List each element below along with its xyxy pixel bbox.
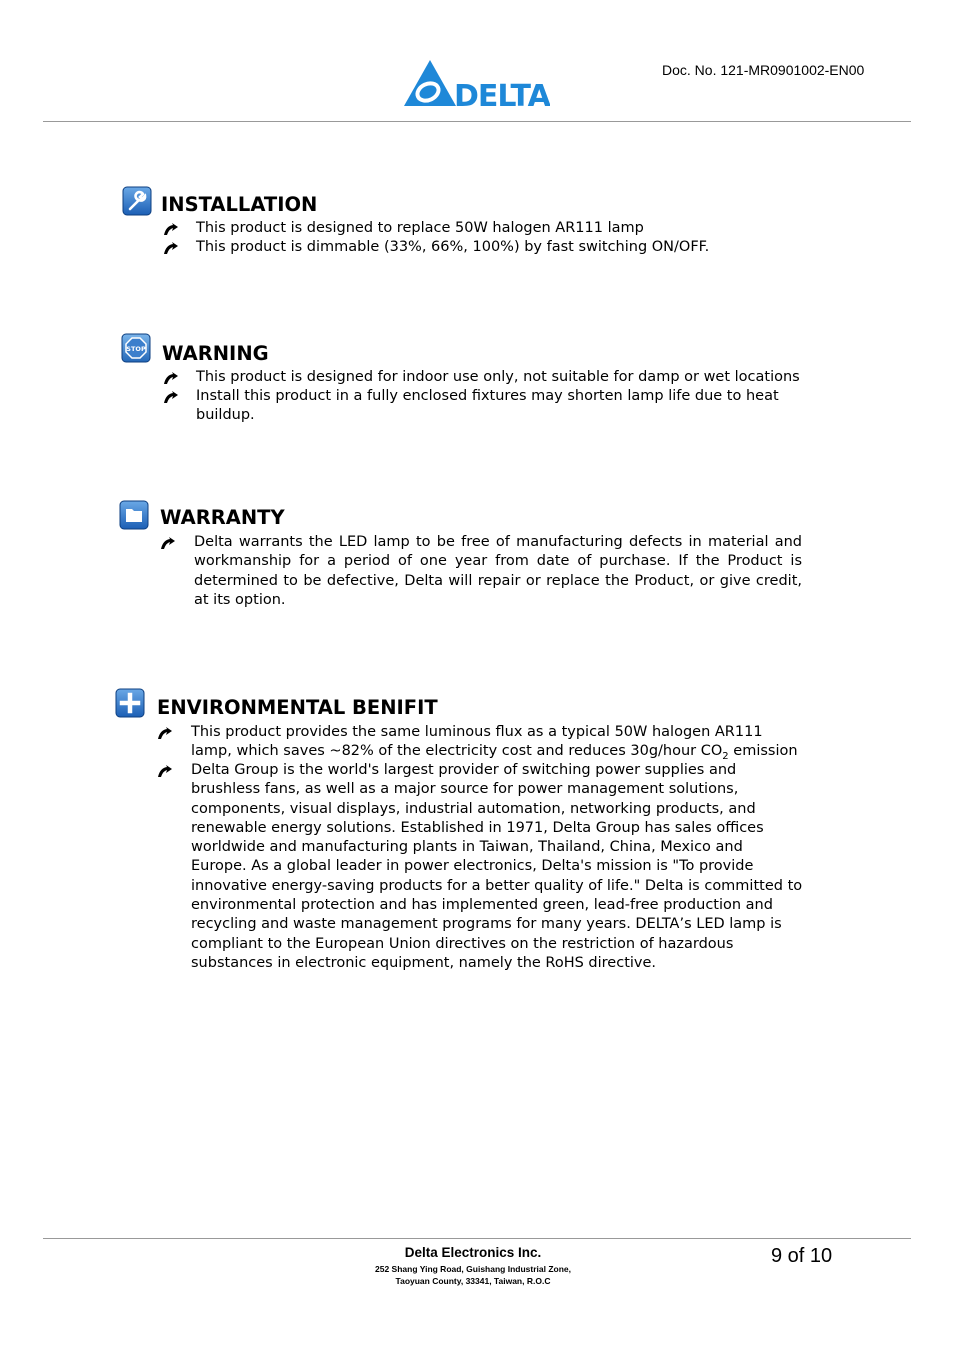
installation-bullet-2: This product is dimmable (33%, 66%, 100%) by fast switching ON/OFF.	[196, 239, 710, 255]
stop-sign-icon	[121, 333, 151, 363]
environmental-title: ENVIRONMENTAL BENIFIT	[157, 696, 438, 719]
delta-logo	[402, 58, 550, 110]
bullet-arrow-icon	[163, 223, 179, 236]
environmental-bullet-1	[191, 723, 801, 762]
svg-text:STOP: STOP	[126, 345, 146, 353]
bullet-arrow-icon	[163, 391, 179, 404]
footer-address-1: 252 Shang Ying Road, Guishang Industrial Zone,	[375, 1264, 571, 1274]
delta-logo-text: DELTA	[454, 79, 550, 110]
footer-company: Delta Electronics Inc.	[404, 1245, 542, 1260]
warranty-bullet-1: Delta warrants the LED lamp to be free of manufacturing defects in material and workmanship for a period of one year from date of purchase. If the Product is determined to be defective, Delta will repair or replace the Product, or give credit, at its option.	[194, 534, 802, 608]
page-number: 9 of 10	[771, 1245, 833, 1267]
warning-bullet-2: Install this product in a fully enclosed fixtures may shorten lamp life due to heat buildup.	[196, 388, 779, 424]
warning-title: WARNING	[162, 342, 269, 365]
installation-icon-wrap	[122, 186, 152, 220]
wrench-icon	[122, 186, 152, 216]
environmental-bullet-2: Delta Group is the world's largest provider of switching power supplies and brushless fans, as well as a major source for power management solutions, components, visual displays, industrial automation, networking products, and renewable energy solutions. Established in 1971, Delta Group has sales offices worldwide and manufacturing plants in Taiwan, Thailand, China, Mexico and Europe. As a global leader in power electronics, Delta's mission is "To provide innovative energy-saving products for a better quality of life." Delta is committed to environmental protection and has implemented green, lead-free production and recycling and waste management programs for many years. DELTA’s LED lamp is compliant to the European Union directives on the restriction of hazardous substances in electronic equipment, namely the RoHS directive.	[191, 762, 803, 971]
warning-icon-wrap	[121, 333, 151, 367]
doc-number: Doc. No. 121-MR0901002-EN00	[662, 62, 865, 78]
environmental-icon-wrap	[115, 688, 145, 722]
plus-icon	[115, 688, 145, 718]
environmental-bullet-1-text: This product provides the same luminous flux as a typical 50W halogen AR111 lamp, which saves ~82% of the electricity cost and reduces 30g/hour CO	[191, 724, 763, 760]
installation-bullet-1: This product is designed to replace 50W halogen AR111 lamp	[196, 220, 644, 236]
environmental-bullet-1-tail: emission	[728, 743, 798, 760]
warranty-icon-wrap	[119, 500, 149, 534]
footer-address-2: Taoyuan County, 33341, Taiwan, R.O.C	[395, 1276, 551, 1286]
bullet-arrow-icon	[163, 372, 179, 385]
footer-divider	[43, 1238, 911, 1239]
installation-title: INSTALLATION	[161, 193, 318, 216]
bullet-arrow-icon	[157, 765, 173, 778]
bullet-arrow-icon	[160, 537, 176, 550]
warranty-title: WARRANTY	[160, 506, 285, 529]
co2-subscript: 2	[722, 751, 729, 763]
header-divider	[43, 121, 911, 122]
folder-icon	[119, 500, 149, 530]
bullet-arrow-icon	[163, 242, 179, 255]
bullet-arrow-icon	[157, 727, 173, 740]
warning-bullet-1: This product is designed for indoor use only, not suitable for damp or wet locations	[196, 369, 800, 385]
